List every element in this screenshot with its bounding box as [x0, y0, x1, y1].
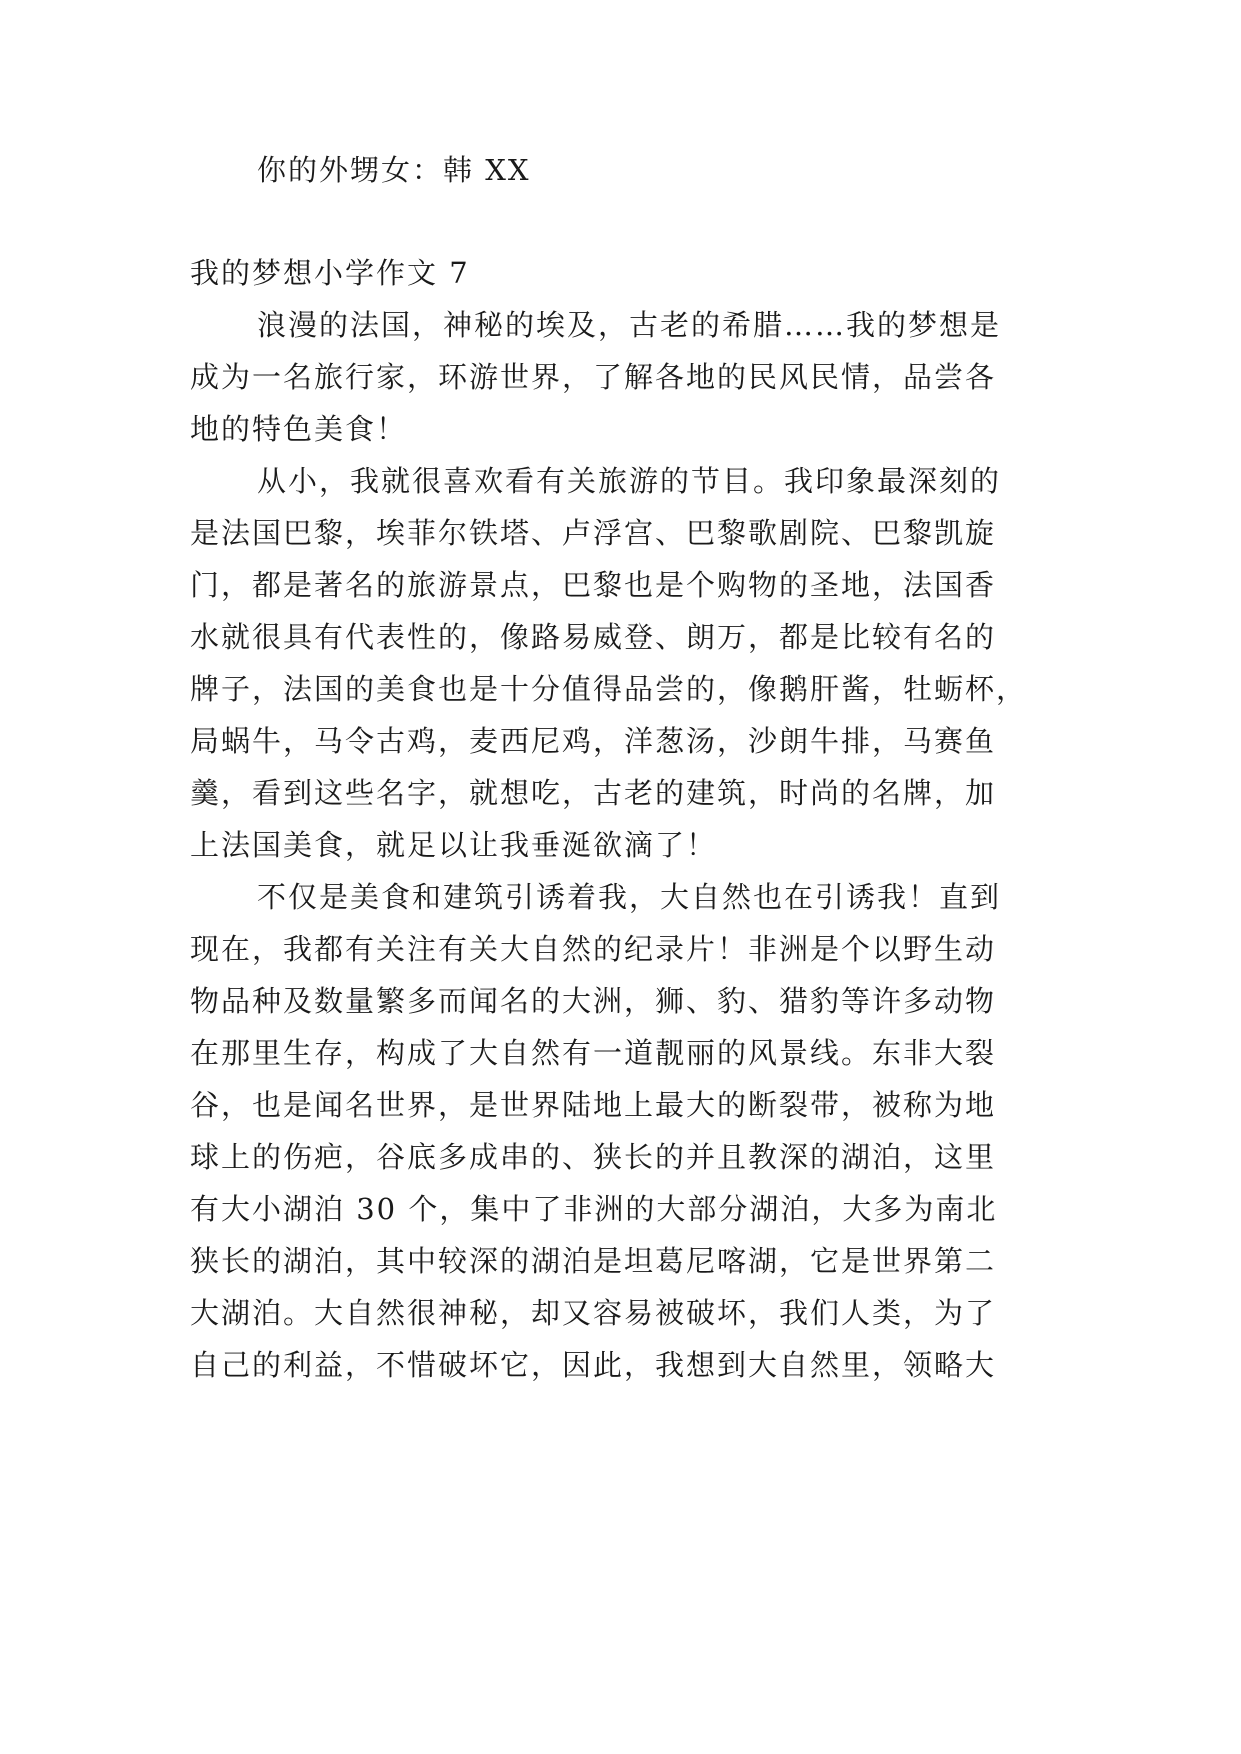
- body-line: 现在，我都有关注有关大自然的纪录片！非洲是个以野生动: [190, 932, 997, 966]
- body-line: 大湖泊。大自然很神秘，却又容易被破坏，我们人类，为了: [190, 1296, 997, 1330]
- signature-line: 你的外甥女：韩 XX: [257, 153, 531, 187]
- body-line: 上法国美食，就足以让我垂涎欲滴了！: [190, 828, 718, 862]
- body-line: 水就很具有代表性的，像路易威登、朗万，都是比较有名的: [190, 620, 997, 654]
- body-line: 牌子，法国的美食也是十分值得品尝的，像鹅肝酱，牡蛎杯，: [190, 672, 1028, 706]
- body-line: 是法国巴黎，埃菲尔铁塔、卢浮宫、巴黎歌剧院、巴黎凯旋: [190, 516, 997, 550]
- essay-heading: 我的梦想小学作文 7: [190, 256, 470, 290]
- body-line: 狭长的湖泊，其中较深的湖泊是坦葛尼喀湖，它是世界第二: [190, 1244, 997, 1278]
- body-line: 在那里生存，构成了大自然有一道靓丽的风景线。东非大裂: [190, 1036, 997, 1070]
- body-line: 球上的伤疤，谷底多成串的、狭长的并且教深的湖泊，这里: [190, 1140, 997, 1174]
- body-line: 从小，我就很喜欢看有关旅游的节目。我印象最深刻的: [257, 464, 1002, 498]
- body-line: 有大小湖泊 30 个，集中了非洲的大部分湖泊，大多为南北: [190, 1192, 998, 1226]
- body-line: 不仅是美食和建筑引诱着我，大自然也在引诱我！直到: [257, 880, 1002, 914]
- body-line: 羹，看到这些名字，就想吃，古老的建筑，时尚的名牌，加: [190, 776, 997, 810]
- body-line: 谷，也是闻名世界，是世界陆地上最大的断裂带，被称为地: [190, 1088, 997, 1122]
- body-line: 门，都是著名的旅游景点，巴黎也是个购物的圣地，法国香: [190, 568, 997, 602]
- body-line: 物品种及数量繁多而闻名的大洲，狮、豹、猎豹等许多动物: [190, 984, 997, 1018]
- body-line: 局蜗牛，马令古鸡，麦西尼鸡，洋葱汤，沙朗牛排，马赛鱼: [190, 724, 997, 758]
- body-line: 地的特色美食！: [190, 412, 408, 446]
- body-line: 自己的利益，不惜破坏它，因此，我想到大自然里，领略大: [190, 1348, 997, 1382]
- body-line: 浪漫的法国，神秘的埃及，古老的希腊……我的梦想是: [257, 308, 1002, 342]
- body-line: 成为一名旅行家，环游世界，了解各地的民风民情，品尝各: [190, 360, 997, 394]
